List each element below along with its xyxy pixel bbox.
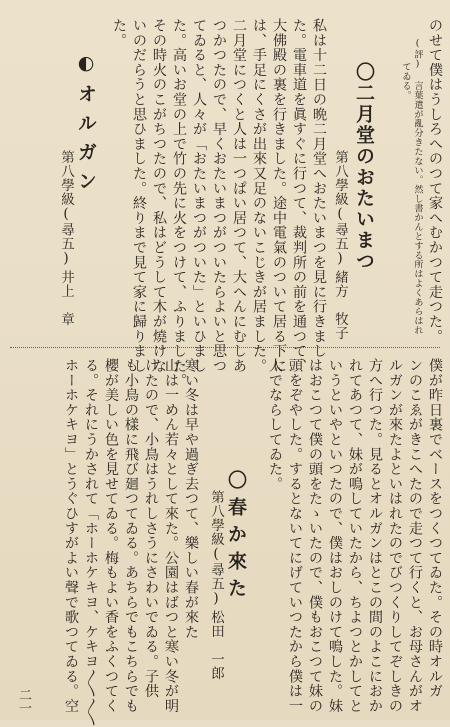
section-divider (10, 347, 440, 348)
column-text: 頭をぞやした。するとないてにげていつたから僕は一 (287, 358, 303, 714)
column-text: た。 (111, 18, 127, 48)
column-text: た。電車道を眞すぐに行つて、裁判所の前を通つて、 (291, 18, 307, 374)
column-text: いうといやといつたので、僕はおしのけて鳴した。妹 (327, 358, 343, 714)
article-title: 〇春か來た (225, 470, 247, 605)
byline-grade: 第八學級(尋五) (58, 150, 74, 267)
column-text: てゐると、人々が「おたいまつがついた」といひまし (191, 18, 207, 374)
column-text: いのだらうと思ひました。終りまで見て家に歸りまし (131, 18, 147, 374)
column-text: 櫻が美しい色を見せてゐる。梅もよい香をふくつてく (103, 358, 119, 714)
column-text: 僕が昨日裏でベースをつくつてゐた。その時オルガ (427, 358, 443, 699)
byline-grade: 第八學級(尋五) (208, 490, 224, 607)
column-text: は、手足にくさが出來又足のないこじきが居ました。 (251, 18, 267, 374)
byline-author: 緒方 牧子 (332, 270, 348, 340)
column-text: 私は十二日の晩二月堂へおたいまつを見に行きまし (311, 18, 327, 359)
column-text: れてあつて、妹が鳴していたから、ちよつとかしてと (347, 358, 363, 714)
article-title: 〇二月堂のおたいまつ (353, 62, 375, 272)
column-text: 大佛殿の裏を行きました。途中電氣のついて居る下に (271, 18, 287, 374)
column-text: 寒い冬は早や過ぎ去つて、樂しい春が來た (183, 358, 199, 640)
column-text: 山は一めん若々として來た。公園はばつと寒い冬が明 (163, 358, 179, 714)
column-text: その時火のこがちつたので、私はどうして木が燒けな (151, 18, 167, 374)
critique-note: てゐる。 (400, 62, 411, 100)
column-text: ンのこゑがきこへたので走つて行くと、お母さんがオ (407, 358, 423, 714)
column-text: けたので、小鳥はうれしさうにさわいでゐる。子供 (143, 358, 159, 699)
byline-author: 松田 一郎 (208, 610, 224, 680)
column-text: のせて僕はうしろへのつて家へむかつて走つた。 (427, 18, 443, 344)
column-text: ホーホケキヨ」とうぐひすがよい聲で歌つてゐる。空 (63, 358, 79, 714)
critique-note: (評) 言葉遣が亂分きたない。然し書かんとする所はよくあらはれ (412, 38, 423, 335)
column-text: る。それにうかされて「ホーホケキヨ、ケキヨ〳〵〳〵 (83, 358, 99, 727)
column-text: た。高いお堂の上で竹の先に火をつけて、ふりました。 (171, 18, 187, 388)
byline-author: 井上 章 (58, 270, 74, 326)
column-text: 人でならしてゐた。 (267, 358, 283, 492)
page-number: 二一 (16, 688, 31, 714)
column-text: つかつたので、早くおたいまつがついたらよいと思つ (211, 18, 227, 374)
byline-grade: 第八學級(尋五) (332, 150, 348, 267)
column-text: 二月堂につくと人は一つぱい居つて、大へんにむしあ (231, 18, 247, 374)
article-title: ◐オルガン (75, 52, 97, 200)
column-text: も小鳥の樣に飛び廻つてゐる。あちらでもこちらでも (123, 358, 139, 714)
column-text: はおこつて僕の頭をたゝいたので、僕もおこつて妹の (307, 358, 323, 714)
column-text: 方へ行つた。見るとオルガンはとこの間のよこにおか (367, 358, 383, 714)
column-text: ルガンが來たよといはれたのでびつくりしてぞしきの (387, 358, 403, 714)
